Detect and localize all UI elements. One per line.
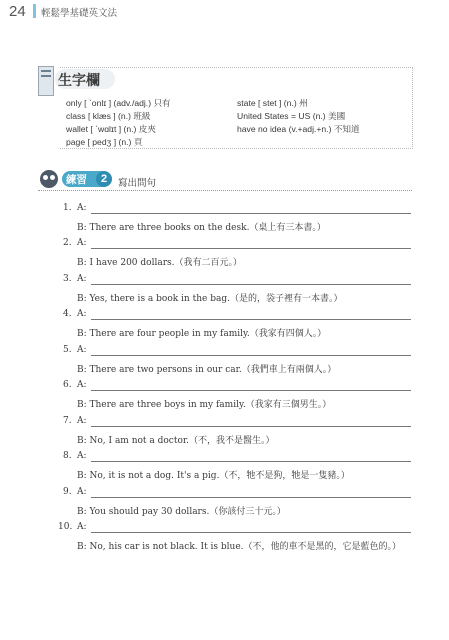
question-number: 9. xyxy=(63,487,72,497)
answer-line[interactable] xyxy=(91,390,411,391)
answer-b-text: B: No, I am not a doctor.（不，我不是醫生。） xyxy=(77,436,275,446)
question-number: 7. xyxy=(63,416,72,426)
answer-a-label: A: xyxy=(77,309,87,319)
header-accent-bar xyxy=(33,4,36,18)
answer-line[interactable] xyxy=(91,532,411,533)
answer-line[interactable] xyxy=(91,213,411,214)
answer-b-text: B: I have 200 dollars.（我有二百元。） xyxy=(77,258,242,268)
exercise-title: 寫出問句 xyxy=(118,178,157,189)
question-number: 4. xyxy=(63,309,72,319)
vocab-item: only [ ˋonlɪ ] (adv./adj.) 只有 xyxy=(66,98,171,108)
vocab-item: United States = US (n.) 美國 xyxy=(237,111,346,121)
answer-line[interactable] xyxy=(91,497,411,498)
vocab-item: have no idea (v.+adj.+n.) 不知道 xyxy=(237,124,360,134)
vocab-item: page [ pedʒ ] (n.) 頁 xyxy=(66,137,143,147)
question-number: 1. xyxy=(63,203,72,213)
book-title: 輕鬆學基礎英文法 xyxy=(41,8,118,19)
answer-a-label: A: xyxy=(77,416,87,426)
answer-a-label: A: xyxy=(77,203,87,213)
question-number: 2. xyxy=(63,238,72,248)
answer-b-text: B: There are three books on the desk.（桌上有三本書。） xyxy=(77,223,326,233)
answer-line[interactable] xyxy=(91,319,411,320)
answer-line[interactable] xyxy=(91,248,411,249)
book-icon xyxy=(38,66,54,96)
answer-b-text: B: No, it is not a dog. It's a pig.（不，牠不是狗，牠是一隻豬。） xyxy=(77,471,350,481)
vocab-title: 生字欄 xyxy=(58,73,100,89)
answer-b-text: B: There are three boys in my family.（我家有三個男生。） xyxy=(77,400,332,410)
answer-b-text: B: There are two persons in our car.（我們車上有兩個人。） xyxy=(77,365,337,375)
answer-b-text: B: There are four people in my family.（我家有四個人。） xyxy=(77,329,327,339)
answer-b-text: B: You should pay 30 dollars.（你該付三十元。） xyxy=(77,507,286,517)
answer-line[interactable] xyxy=(91,284,411,285)
answer-a-label: A: xyxy=(77,345,87,355)
answer-a-label: A: xyxy=(77,487,87,497)
question-number: 5. xyxy=(63,345,72,355)
vocab-item: wallet [ ˋwɑlɪt ] (n.) 皮夾 xyxy=(66,124,156,134)
answer-b-text: B: Yes, there is a book in the bag.（是的，袋子裡有一本書。） xyxy=(77,294,343,304)
exercise-label: 練習 xyxy=(66,174,87,186)
answer-b-text: B: No, his car is not black. It is blue.（不，他的車不是黑的，它是藍色的。） xyxy=(77,542,402,552)
answer-line[interactable] xyxy=(91,355,411,356)
answer-line[interactable] xyxy=(91,426,411,427)
question-number: 8. xyxy=(63,451,72,461)
answer-line[interactable] xyxy=(91,461,411,462)
exercise-number: 2 xyxy=(96,171,112,187)
vocab-item: class [ klæs ] (n.) 班級 xyxy=(66,111,151,121)
question-number: 6. xyxy=(63,380,72,390)
question-number: 10. xyxy=(58,522,73,532)
owl-icon xyxy=(40,170,58,188)
answer-a-label: A: xyxy=(77,238,87,248)
question-number: 3. xyxy=(63,274,72,284)
answer-a-label: A: xyxy=(77,522,87,532)
exercise-divider xyxy=(38,190,412,191)
vocab-item: state [ stet ] (n.) 州 xyxy=(237,98,308,108)
page-number: 24 xyxy=(9,3,26,20)
answer-a-label: A: xyxy=(77,380,87,390)
answer-a-label: A: xyxy=(77,451,87,461)
answer-a-label: A: xyxy=(77,274,87,284)
